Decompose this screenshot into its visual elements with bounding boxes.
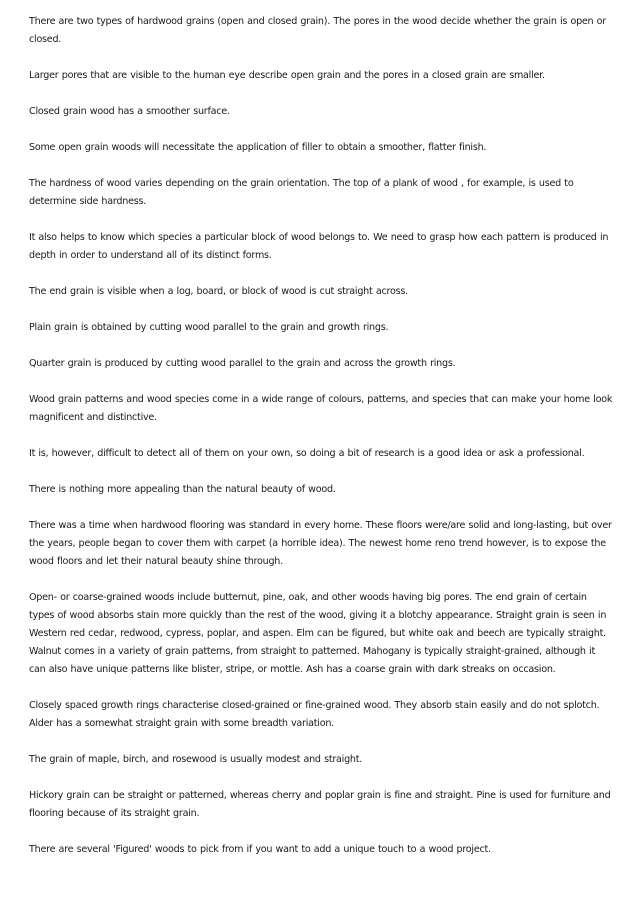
paragraph: Larger pores that are visible to the human eye describe open grain and the pores in a closed grain are smaller. xyxy=(29,70,545,81)
paragraph: Closely spaced growth rings characterise closed-grained or fine-grained wood. They absorb stain easily and do not splotch. Alder has a somewhat straight grain with some breadth variation. xyxy=(29,700,600,729)
paragraph: Hickory grain can be straight or patterned, whereas cherry and poplar grain is fine and straight. Pine is used for furniture and flooring because of its straight grain. xyxy=(29,790,611,819)
paragraph: Plain grain is obtained by cutting wood parallel to the grain and growth rings. xyxy=(29,322,389,333)
paragraph: Open- or coarse-grained woods include butternut, pine, oak, and other woods having big pores. The end grain of certain types of wood absorbs stain more quickly than the rest of the wood, giving it a blotchy appearance. Straight grain is seen in Western red cedar, redwood, cypress, poplar, and aspen. Elm can be figured, but white oak and beech are typically straight. Walnut comes in a variety of grain patterns, from straight to patterned. Mahogany is typically straight-grained, although it can also have unique patterns like blister, stripe, or mottle. Ash has a coarse grain with dark streaks on occasion. xyxy=(29,592,607,675)
paragraph: Closed grain wood has a smoother surface. xyxy=(29,106,230,117)
paragraph: The grain of maple, birch, and rosewood is usually modest and straight. xyxy=(29,754,363,765)
paragraph: There are two types of hardwood grains (open and closed grain). The pores in the wood decide whether the grain is open or closed. xyxy=(29,16,607,45)
document-body xyxy=(29,13,614,877)
paragraph: It is, however, difficult to detect all of them on your own, so doing a bit of research is a good idea or ask a professional. xyxy=(29,448,585,459)
paragraph: There was a time when hardwood flooring was standard in every home. These floors were/are solid and long-lasting, but over the years, people began to cover them with carpet (a horrible idea). The newest home reno trend however, is to expose the wood floors and let their natural beauty shine through. xyxy=(29,520,612,567)
paragraph: The hardness of wood varies depending on the grain orientation. The top of a plank of wood , for example, is used to determine side hardness. xyxy=(29,178,574,207)
paragraph: Some open grain woods will necessitate the application of filler to obtain a smoother, flatter finish. xyxy=(29,142,487,153)
paragraph: There are several 'Figured' woods to pick from if you want to add a unique touch to a wood project. xyxy=(29,844,491,855)
paragraph: Quarter grain is produced by cutting wood parallel to the grain and across the growth rings. xyxy=(29,358,456,369)
paragraph: It also helps to know which species a particular block of wood belongs to. We need to grasp how each pattern is produced in depth in order to understand all of its distinct forms. xyxy=(29,232,609,261)
paragraph: There is nothing more appealing than the natural beauty of wood. xyxy=(29,484,336,495)
paragraph: The end grain is visible when a log, board, or block of wood is cut straight across. xyxy=(29,286,408,297)
paragraph: Wood grain patterns and wood species come in a wide range of colours, patterns, and species that can make your home look magnificent and distinctive. xyxy=(29,394,613,423)
